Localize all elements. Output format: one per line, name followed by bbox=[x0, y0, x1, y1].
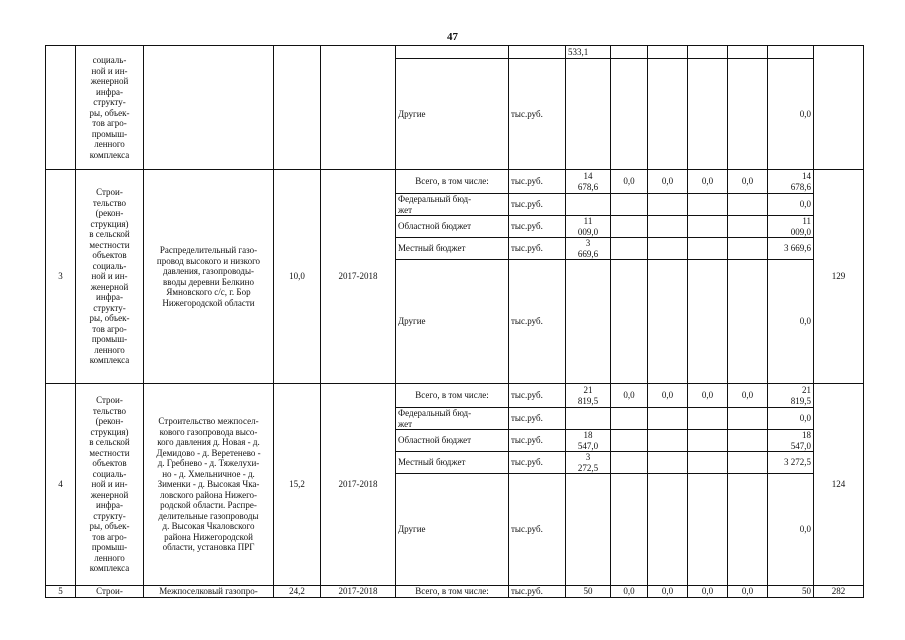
value-cell-4 bbox=[688, 59, 728, 170]
category-cell: социаль- ной и ин- женерной инфра- структу- ры, объек- тов агро- промыш- ленного комплекса bbox=[76, 46, 144, 170]
unit-cell bbox=[509, 46, 566, 59]
value-cell-5: 0,0 bbox=[728, 170, 768, 194]
value-cell-3 bbox=[648, 59, 688, 170]
unit-cell: тыс.руб. bbox=[509, 59, 566, 170]
value-cell-4 bbox=[688, 408, 728, 430]
value-cell-6: 0,0 bbox=[768, 408, 814, 430]
row-number-cell bbox=[46, 46, 76, 170]
unit-cell: тыс.руб. bbox=[509, 408, 566, 430]
value-cell-3 bbox=[648, 238, 688, 260]
value-cell-1: 533,1 bbox=[566, 46, 611, 59]
value-cell-1: 11 009,0 bbox=[566, 216, 611, 238]
value-cell-6 bbox=[768, 46, 814, 59]
row-number-cell: 3 bbox=[46, 170, 76, 384]
value-cell-5 bbox=[728, 408, 768, 430]
value-cell-6: 0,0 bbox=[768, 260, 814, 384]
unit-cell: тыс.руб. bbox=[509, 216, 566, 238]
period-cell bbox=[321, 46, 396, 170]
funding-source-cell bbox=[396, 46, 509, 59]
value-cell-3 bbox=[648, 408, 688, 430]
object-name-cell: Распределительный газо- провод высокого и низкого давления, газопроводы- вводы деревни Белкино Ямновского с/с, г. Бор Нижегородской области bbox=[144, 170, 274, 384]
unit-cell: тыс.руб. bbox=[509, 430, 566, 452]
value-cell-2 bbox=[611, 46, 648, 59]
object-name-cell: Строительство межпосел- кового газопровода высо- кого давления д. Новая - д. Демидово - д. Веретенево - д. Гребнево - д. Тяжелухи- но - д. Хмельничное - д. Зименки - д. Высокая Чка- ловского района Нижего- родской области. Распре- делительные газопроводы д. Высокая Чкаловского района Нижегородской области, установка ПРГ bbox=[144, 384, 274, 586]
funding-source-cell: Другие bbox=[396, 474, 509, 586]
value-cell-2: 0,0 bbox=[611, 586, 648, 598]
value-cell-4 bbox=[688, 430, 728, 452]
value-cell-3 bbox=[648, 260, 688, 384]
value-cell-5 bbox=[728, 216, 768, 238]
value-cell-4 bbox=[688, 194, 728, 216]
value-cell-4 bbox=[688, 474, 728, 586]
value-cell-5: 0,0 bbox=[728, 384, 768, 408]
value-cell-3: 0,0 bbox=[648, 384, 688, 408]
value-cell-4 bbox=[688, 46, 728, 59]
row-number-cell: 5 bbox=[46, 586, 76, 598]
unit-cell: тыс.руб. bbox=[509, 260, 566, 384]
value-cell-1 bbox=[566, 408, 611, 430]
value-cell-3 bbox=[648, 46, 688, 59]
value-cell-2 bbox=[611, 430, 648, 452]
value-cell-4 bbox=[688, 260, 728, 384]
value-cell-4: 0,0 bbox=[688, 170, 728, 194]
table-row bbox=[46, 170, 864, 194]
funding-source-cell: Федеральный бюд- жет bbox=[396, 408, 509, 430]
page-number: 47 bbox=[447, 31, 458, 43]
value-cell-5 bbox=[728, 260, 768, 384]
funding-source-cell: Другие bbox=[396, 59, 509, 170]
value-cell-2 bbox=[611, 194, 648, 216]
value-cell-6: 11 009,0 bbox=[768, 216, 814, 238]
value-cell-1: 18 547,0 bbox=[566, 430, 611, 452]
value-cell-6: 0,0 bbox=[768, 474, 814, 586]
capacity-cell bbox=[274, 46, 321, 170]
value-cell-4: 0,0 bbox=[688, 586, 728, 598]
value-cell-3 bbox=[648, 194, 688, 216]
category-cell: Строи- bbox=[76, 586, 144, 598]
value-cell-3 bbox=[648, 452, 688, 474]
value-cell-4 bbox=[688, 452, 728, 474]
value-cell-6: 3 669,6 bbox=[768, 238, 814, 260]
value-cell-5 bbox=[728, 46, 768, 59]
value-cell-2 bbox=[611, 216, 648, 238]
value-cell-5 bbox=[728, 452, 768, 474]
value-cell-3 bbox=[648, 430, 688, 452]
value-cell-6: 0,0 bbox=[768, 59, 814, 170]
object-name-cell bbox=[144, 46, 274, 170]
value-cell-2 bbox=[611, 238, 648, 260]
unit-cell: тыс.руб. bbox=[509, 170, 566, 194]
value-cell-1: 50 bbox=[566, 586, 611, 598]
period-cell: 2017-2018 bbox=[321, 170, 396, 384]
value-cell-4: 0,0 bbox=[688, 384, 728, 408]
capacity-cell: 10,0 bbox=[274, 170, 321, 384]
funding-source-cell: Всего, в том числе: bbox=[396, 170, 509, 194]
value-cell-3 bbox=[648, 474, 688, 586]
value-cell-5 bbox=[728, 194, 768, 216]
funding-source-cell: Всего, в том числе: bbox=[396, 586, 509, 598]
period-cell: 2017-2018 bbox=[321, 586, 396, 598]
value-cell-5: 0,0 bbox=[728, 586, 768, 598]
value-cell-4 bbox=[688, 238, 728, 260]
table-row bbox=[46, 384, 864, 408]
funding-source-cell: Всего, в том числе: bbox=[396, 384, 509, 408]
unit-cell: тыс.руб. bbox=[509, 238, 566, 260]
value-cell-2 bbox=[611, 474, 648, 586]
capacity-cell: 24,2 bbox=[274, 586, 321, 598]
value-cell-6: 3 272,5 bbox=[768, 452, 814, 474]
value-cell-1 bbox=[566, 59, 611, 170]
funding-source-cell: Местный бюджет bbox=[396, 452, 509, 474]
funding-source-cell: Местный бюджет bbox=[396, 238, 509, 260]
result-cell: 282 bbox=[814, 586, 864, 598]
program-table bbox=[45, 45, 864, 598]
result-cell: 124 bbox=[814, 384, 864, 586]
row-number-cell: 4 bbox=[46, 384, 76, 586]
value-cell-6: 0,0 bbox=[768, 194, 814, 216]
unit-cell: тыс.руб. bbox=[509, 586, 566, 598]
value-cell-2 bbox=[611, 452, 648, 474]
period-cell: 2017-2018 bbox=[321, 384, 396, 586]
value-cell-2 bbox=[611, 260, 648, 384]
value-cell-1: 14 678,6 bbox=[566, 170, 611, 194]
value-cell-3 bbox=[648, 216, 688, 238]
value-cell-1: 3 272,5 bbox=[566, 452, 611, 474]
value-cell-1: 21 819,5 bbox=[566, 384, 611, 408]
value-cell-6: 21 819,5 bbox=[768, 384, 814, 408]
value-cell-2 bbox=[611, 408, 648, 430]
value-cell-1 bbox=[566, 194, 611, 216]
table-row bbox=[46, 46, 864, 59]
value-cell-6: 18 547,0 bbox=[768, 430, 814, 452]
value-cell-4 bbox=[688, 216, 728, 238]
funding-source-cell: Федеральный бюд- жет bbox=[396, 194, 509, 216]
value-cell-6: 50 bbox=[768, 586, 814, 598]
value-cell-2: 0,0 bbox=[611, 384, 648, 408]
funding-source-cell: Другие bbox=[396, 260, 509, 384]
value-cell-1: 3 669,6 bbox=[566, 238, 611, 260]
object-name-cell: Межпоселковый газопро- bbox=[144, 586, 274, 598]
value-cell-6: 14 678,6 bbox=[768, 170, 814, 194]
value-cell-3: 0,0 bbox=[648, 170, 688, 194]
funding-source-cell: Областной бюджет bbox=[396, 216, 509, 238]
value-cell-1 bbox=[566, 260, 611, 384]
value-cell-2 bbox=[611, 59, 648, 170]
value-cell-5 bbox=[728, 238, 768, 260]
value-cell-1 bbox=[566, 474, 611, 586]
unit-cell: тыс.руб. bbox=[509, 452, 566, 474]
category-cell: Строи- тельство (рекон- струкция) в сельской местности объектов социаль- ной и ин- женерной инфра- структу- ры, объек- тов агро- промыш- ленного комплекса bbox=[76, 384, 144, 586]
funding-source-cell: Областной бюджет bbox=[396, 430, 509, 452]
result-cell bbox=[814, 46, 864, 170]
value-cell-3: 0,0 bbox=[648, 586, 688, 598]
value-cell-5 bbox=[728, 474, 768, 586]
unit-cell: тыс.руб. bbox=[509, 384, 566, 408]
category-cell: Строи- тельство (рекон- струкция) в сельской местности объектов социаль- ной и ин- женерной инфра- структу- ры, объек- тов агро- промыш- ленного комплекса bbox=[76, 170, 144, 384]
capacity-cell: 15,2 bbox=[274, 384, 321, 586]
table-row bbox=[46, 586, 864, 598]
value-cell-2: 0,0 bbox=[611, 170, 648, 194]
value-cell-5 bbox=[728, 59, 768, 170]
unit-cell: тыс.руб. bbox=[509, 194, 566, 216]
result-cell: 129 bbox=[814, 170, 864, 384]
unit-cell: тыс.руб. bbox=[509, 474, 566, 586]
value-cell-5 bbox=[728, 430, 768, 452]
